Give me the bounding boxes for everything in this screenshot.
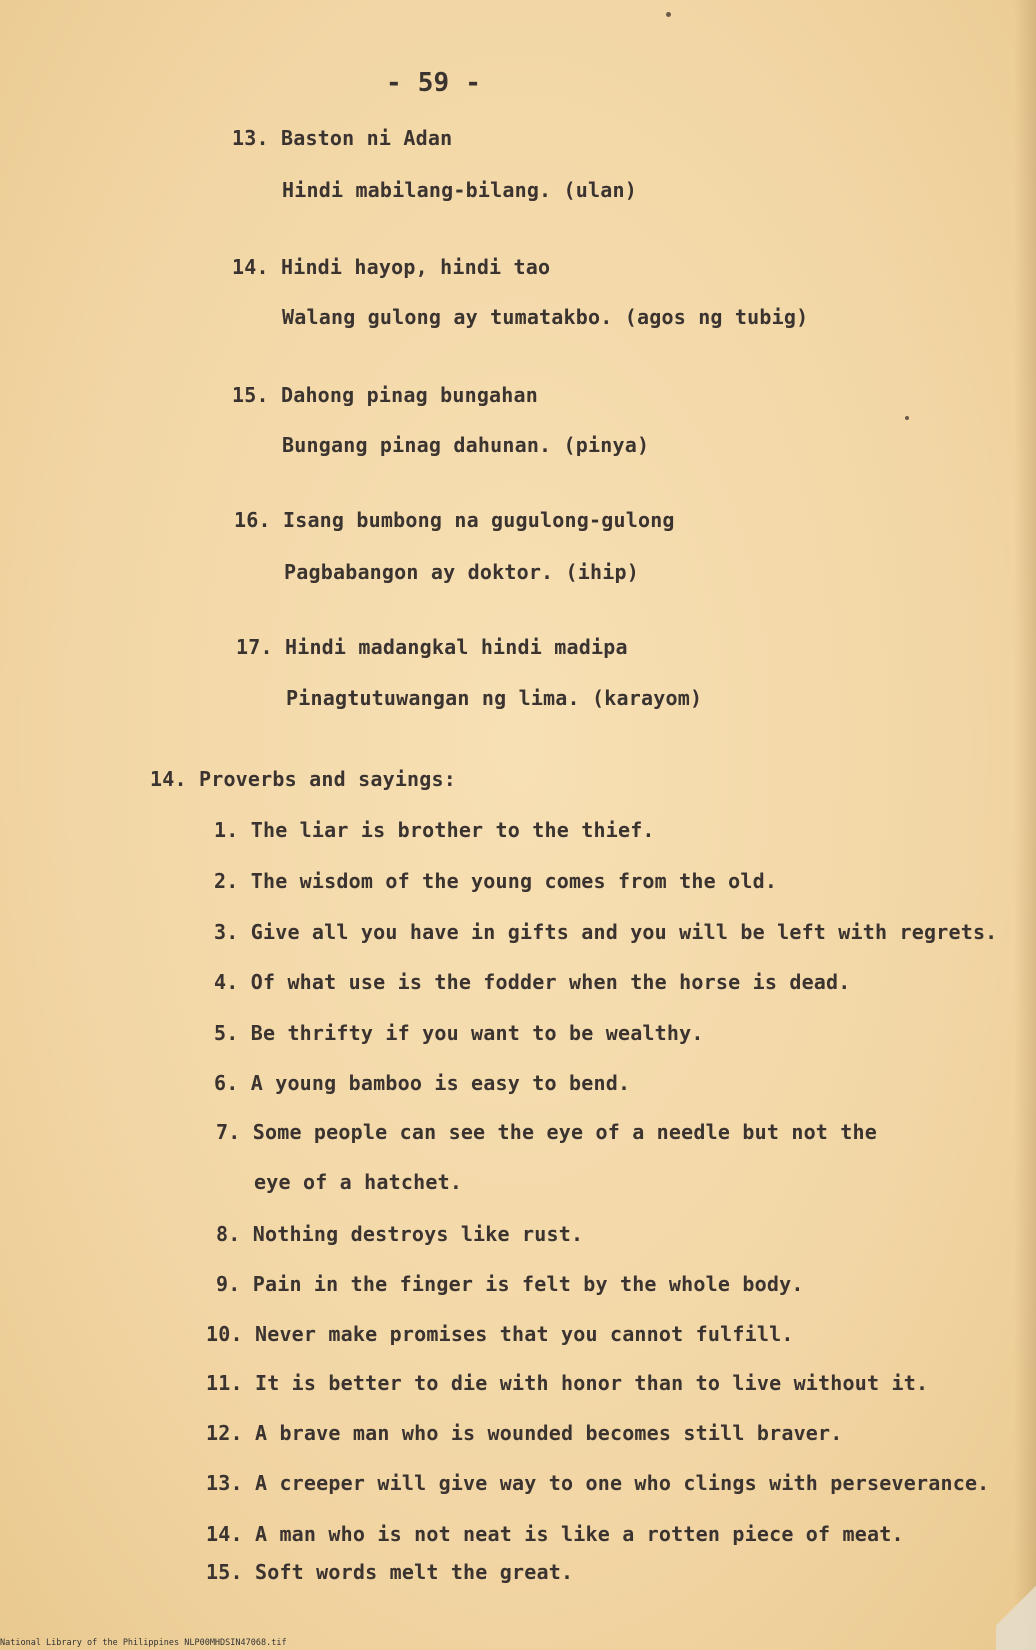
riddle-answer-line: Walang gulong ay tumatakbo. (agos ng tubig): [282, 305, 809, 329]
riddle-line: 17. Hindi madangkal hindi madipa: [236, 635, 628, 659]
list-item: 9. Pain in the finger is felt by the whole body.: [216, 1272, 804, 1296]
list-item: 2. The wisdom of the young comes from the old.: [214, 869, 778, 893]
list-item: 3. Give all you have in gifts and you will be left with regrets.: [214, 920, 998, 944]
list-item: 14. A man who is not neat is like a rotten piece of meat.: [206, 1522, 904, 1546]
list-item: 8. Nothing destroys like rust.: [216, 1222, 584, 1246]
paper-speck: [905, 416, 909, 420]
list-item: 10. Never make promises that you cannot fulfill.: [206, 1322, 794, 1346]
page-number: - 59 -: [386, 68, 482, 98]
list-item: 7. Some people can see the eye of a needle but not the: [216, 1120, 878, 1144]
list-item-continuation: eye of a hatchet.: [254, 1170, 463, 1194]
list-item: 12. A brave man who is wounded becomes still braver.: [206, 1421, 843, 1445]
riddle-answer-line: Bungang pinag dahunan. (pinya): [282, 433, 650, 457]
list-item: 15. Soft words melt the great.: [206, 1560, 574, 1584]
list-item: 13. A creeper will give way to one who clings with perseverance.: [206, 1471, 990, 1495]
section-heading: 14. Proverbs and sayings:: [150, 767, 457, 791]
riddle-line: 13. Baston ni Adan: [232, 126, 453, 150]
riddle-answer-line: Pagbabangon ay doktor. (ihip): [284, 560, 639, 584]
riddle-line: 16. Isang bumbong na gugulong-gulong: [234, 508, 675, 532]
riddle-line: 15. Dahong pinag bungahan: [232, 383, 539, 407]
list-item: 4. Of what use is the fodder when the horse is dead.: [214, 970, 851, 994]
riddle-answer-line: Hindi mabilang-bilang. (ulan): [282, 178, 637, 202]
riddle-line: 14. Hindi hayop, hindi tao: [232, 255, 551, 279]
list-item: 5. Be thrifty if you want to be wealthy.: [214, 1021, 704, 1045]
list-item: 6. A young bamboo is easy to bend.: [214, 1071, 631, 1095]
riddle-answer-line: Pinagtutuwangan ng lima. (karayom): [286, 686, 703, 710]
list-item: 1. The liar is brother to the thief.: [214, 818, 655, 842]
paper-edge-shadow: [1014, 0, 1036, 1650]
archive-footer: National Library of the Philippines NLP00MHDSIN47068.tif: [0, 1638, 287, 1648]
folded-corner: [996, 1560, 1036, 1650]
list-item: 11. It is better to die with honor than to live without it.: [206, 1371, 929, 1395]
paper-speck: [666, 12, 671, 17]
